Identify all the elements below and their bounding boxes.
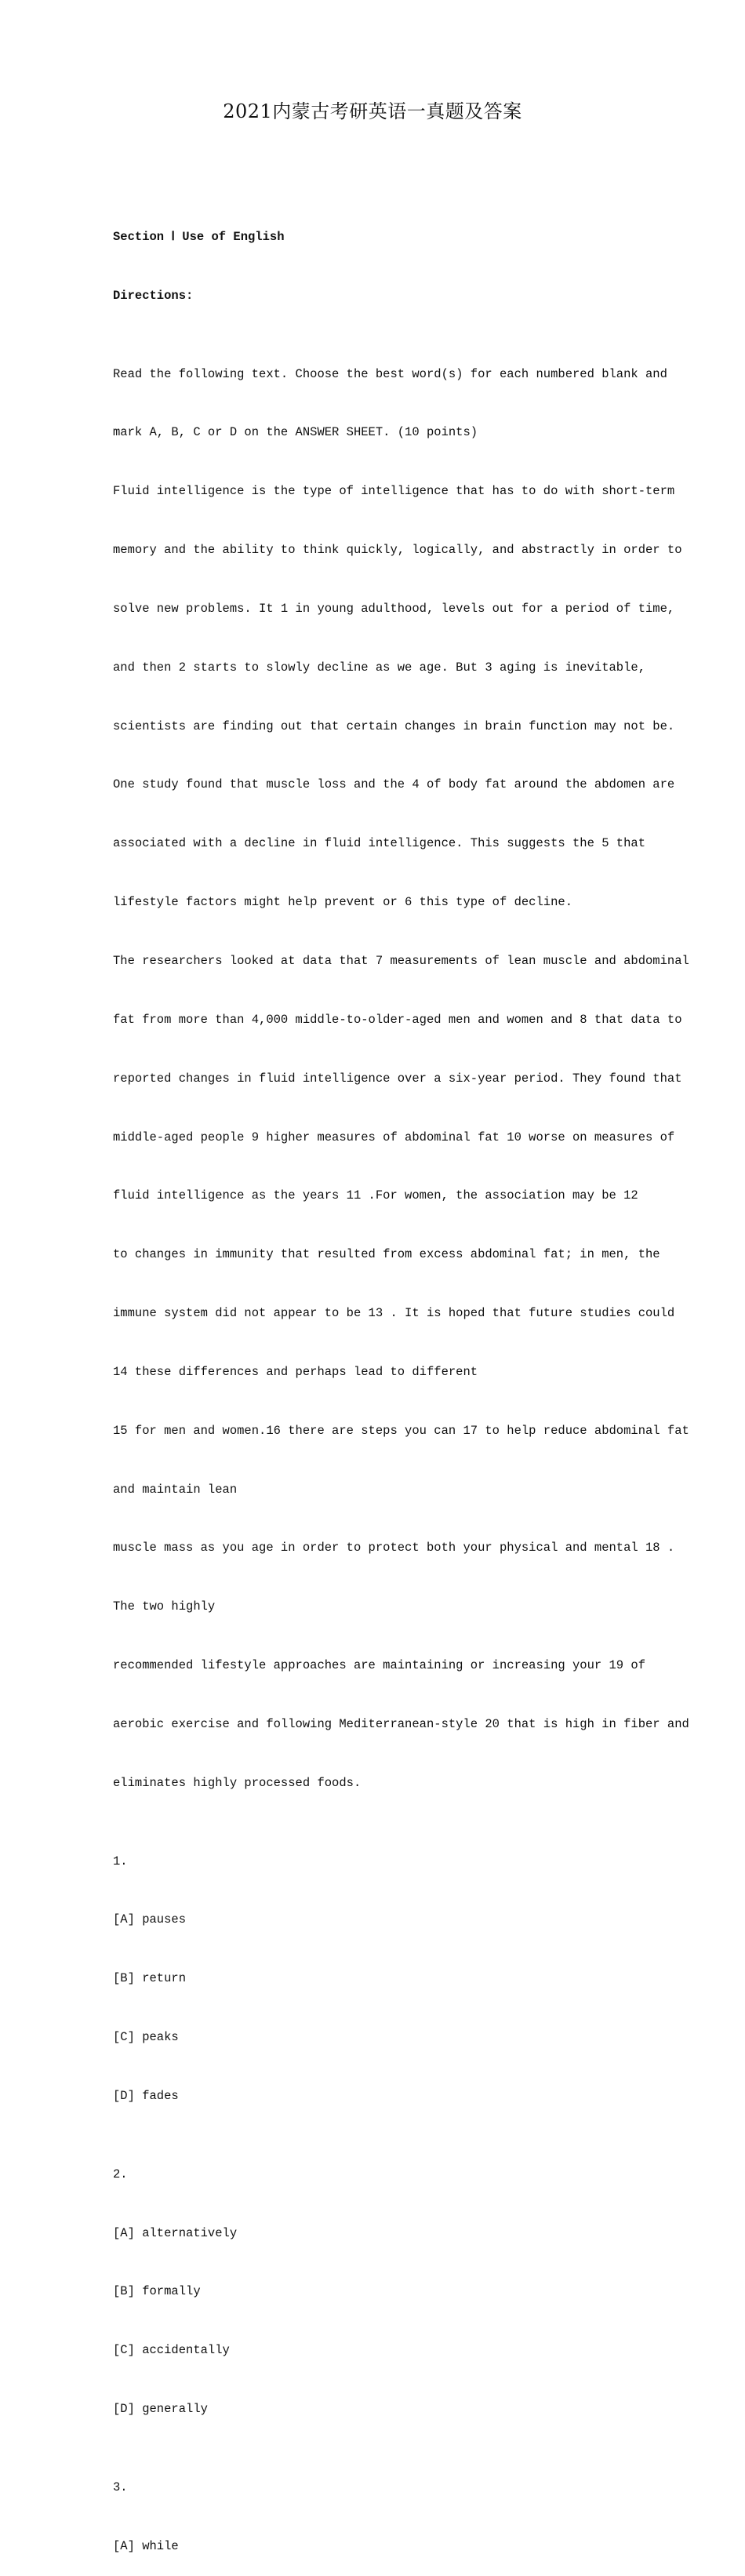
question-number: 1. (113, 1854, 128, 1868)
answer-option: [A] alternatively (113, 2225, 238, 2240)
answer-option: [C] accidentally (113, 2343, 230, 2358)
text-line: 14 these differences and perhaps lead to different (113, 1364, 478, 1379)
section-heading: Section Ⅰ Use of English (113, 229, 285, 244)
answer-option: [B] return (113, 1971, 187, 1986)
text-line: recommended lifestyle approaches are maintaining or increasing your 19 of (113, 1658, 646, 1673)
answer-option: [A] pauses (113, 1912, 187, 1927)
answer-option: [A] while (113, 2538, 179, 2553)
directions-label: Directions: (113, 288, 194, 303)
answer-option: [D] fades (113, 2088, 179, 2103)
question-number: 2. (113, 2167, 128, 2181)
text-line: Read the following text. Choose the best word(s) for each numbered blank and (113, 366, 667, 381)
text-line: middle-aged people 9 higher measures of abdominal fat 10 worse on measures of (113, 1130, 675, 1144)
question-number: 3. (113, 2480, 128, 2494)
text-line: associated with a decline in fluid intelligence. This suggests the 5 that (113, 836, 646, 851)
text-line: reported changes in fluid intelligence over a six-year period. They found that (113, 1071, 682, 1086)
answer-option: [B] formally (113, 2284, 201, 2299)
text-line: scientists are finding out that certain changes in brain function may not be. (113, 719, 675, 733)
text-line: memory and the ability to think quickly, logically, and abstractly in order to (113, 543, 682, 558)
text-line: The researchers looked at data that 7 measurements of lean muscle and abdominal (113, 953, 689, 968)
text-line: aerobic exercise and following Mediterranean-style 20 that is high in fiber and (113, 1716, 689, 1731)
text-line: muscle mass as you age in order to protect both your physical and mental 18 . (113, 1541, 675, 1555)
text-line: immune system did not appear to be 13 . It is hoped that future studies could (113, 1306, 675, 1321)
text-line: fat from more than 4,000 middle-to-older-aged men and women and 8 that data to (113, 1012, 682, 1027)
text-line: The two highly (113, 1599, 216, 1614)
answer-option: [D] generally (113, 2402, 208, 2417)
document-body (113, 188, 689, 2576)
text-line: lifestyle factors might help prevent or 6 this type of decline. (113, 895, 572, 910)
text-line: 15 for men and women.16 there are steps you can 17 to help reduce abdominal fat (113, 1423, 689, 1438)
text-line: and then 2 starts to slowly decline as we age. But 3 aging is inevitable, (113, 660, 646, 675)
text-line: and maintain lean (113, 1482, 238, 1497)
answer-option: [C] peaks (113, 2030, 179, 2045)
text-line: solve new problems. It 1 in young adulthood, levels out for a period of time, (113, 601, 675, 616)
text-line: to changes in immunity that resulted from excess abdominal fat; in men, the (113, 1247, 660, 1262)
text-line: eliminates highly processed foods. (113, 1775, 362, 1790)
text-line: One study found that muscle loss and the 4 of body fat around the abdomen are (113, 777, 675, 792)
page-title: 2021内蒙古考研英语一真题及答案 (223, 100, 522, 122)
text-line: Fluid intelligence is the type of intelligence that has to do with short-term (113, 484, 675, 499)
text-line: fluid intelligence as the years 11 .For women, the association may be 12 (113, 1188, 638, 1203)
text-line: mark A, B, C or D on the ANSWER SHEET. (10 points) (113, 425, 478, 440)
